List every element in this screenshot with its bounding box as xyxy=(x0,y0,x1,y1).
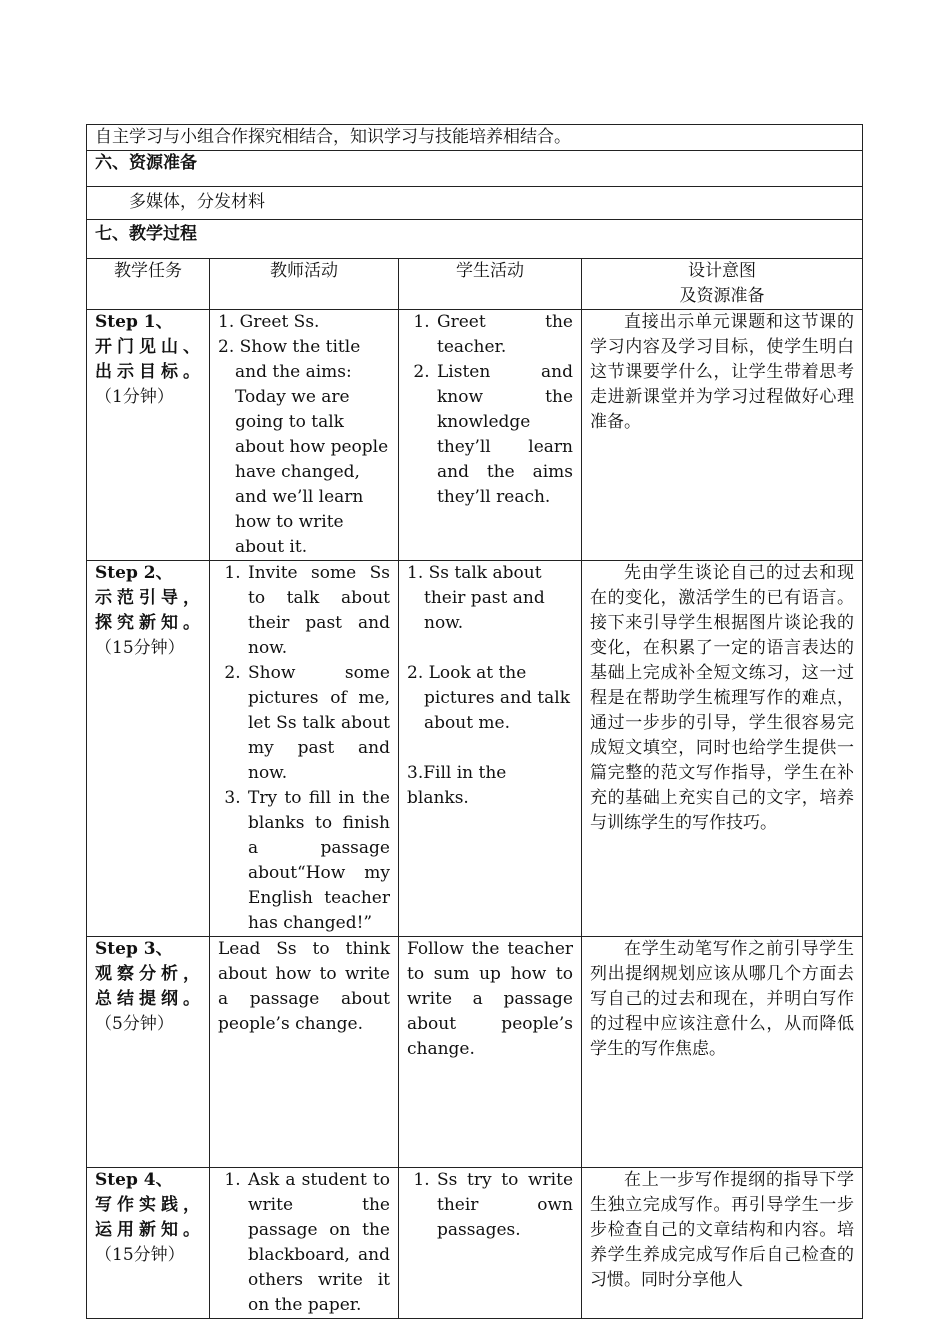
step-label: Step 2、 xyxy=(95,563,173,583)
student-activity: 1. Ss try to write their own passages. xyxy=(435,1168,573,1243)
step-task-cell xyxy=(87,310,210,561)
student-activity: 2. Listen and know the knowledge they’ll learn and the aims they’ll reach. xyxy=(435,360,573,510)
step-time: （1分钟） xyxy=(95,387,174,407)
step-row-2 xyxy=(87,561,863,937)
student-activity: 2. Look at the pictures and talk about me. xyxy=(407,663,571,733)
step-row-3 xyxy=(87,937,863,1168)
resources-row xyxy=(87,187,863,220)
step-teacher-cell: Lead Ss to think about how to write a passage about people’s change. xyxy=(210,937,399,1168)
step-name: 示范引导，探究新知。 xyxy=(95,588,201,633)
step-student-cell: Follow the teacher to sum up how to write a passage about people’s change. xyxy=(399,937,582,1168)
resources-text: 多媒体，分发材料 xyxy=(87,187,863,220)
student-activity: 3.Fill in the blanks. xyxy=(407,763,507,808)
teacher-activity: Today we are going to talk about how people have changed, and we’ll learn how to write about it. xyxy=(235,387,389,557)
step-row-1 xyxy=(87,310,863,561)
student-activity: 1. Ss talk about their past and now. xyxy=(407,563,545,633)
step-time: （15分钟） xyxy=(95,638,185,658)
header-design xyxy=(582,259,863,310)
header-teacher: 教师活动 xyxy=(210,259,399,310)
teacher-activity: 1. Invite some Ss to talk about their past and now. xyxy=(246,561,390,661)
step-task-cell xyxy=(87,937,210,1168)
teacher-activity-list xyxy=(218,561,390,936)
step-design-cell: 直接出示单元课题和这节课的学习内容及学习目标，使学生明白这节课要学什么，让学生带着思考走进新课堂并为学习过程做好心理准备。 xyxy=(582,310,863,561)
resources-heading: 六、资源准备 xyxy=(87,151,863,187)
step-design-cell: 先由学生谈论自己的过去和现在的变化，激活学生的已有语言。接下来引导学生根据图片谈论我的变化，在积累了一定的语言表达的基础上完成补全短文练习，这一过程是在帮助学生梳理写作的难点，通过一步步的引导，学生很容易完成短文填空，同时也给学生提供一篇完整的范文写作指导，学生在补充的基础上充实自己的文字，培养与训练学生的写作技巧。 xyxy=(582,561,863,937)
step-row-4 xyxy=(87,1168,863,1319)
lesson-plan-table xyxy=(86,124,863,1319)
student-activity: 1. Greet the teacher. xyxy=(435,310,573,360)
teacher-activity: 2. Show the title and the aims: xyxy=(218,337,361,382)
step-label: Step 1、 xyxy=(95,312,173,332)
column-header-row xyxy=(87,259,863,310)
step-time: （5分钟） xyxy=(95,1014,174,1034)
method-text: 自主学习与小组合作探究相结合，知识学习与技能培养相结合。 xyxy=(87,125,863,151)
header-task: 教学任务 xyxy=(87,259,210,310)
step-name: 开门见山、出示目标。 xyxy=(95,337,201,382)
step-design-cell: 在学生动笔写作之前引导学生列出提纲规划应该从哪几个方面去写自己的过去和现在，并明白写作的过程中应该注意什么，从而降低学生的写作焦虑。 xyxy=(582,937,863,1168)
method-row xyxy=(87,125,863,151)
step-time: （15分钟） xyxy=(95,1245,185,1265)
step-name: 写作实践，运用新知。 xyxy=(95,1195,201,1240)
teacher-activity: 3. Try to fill in the blanks to finish a passage about“How my English teacher has changed!” xyxy=(246,786,390,936)
step-task-cell xyxy=(87,561,210,937)
teacher-activity: 2. Show some pictures of me, let Ss talk about my past and now. xyxy=(246,661,390,786)
step-task-cell xyxy=(87,1168,210,1319)
header-design-line1: 设计意图 xyxy=(688,261,756,281)
header-student: 学生活动 xyxy=(399,259,582,310)
step-teacher-cell xyxy=(210,561,399,937)
process-heading-row xyxy=(87,220,863,259)
teacher-activity-list xyxy=(218,1168,390,1318)
header-design-line2: 及资源准备 xyxy=(679,286,765,306)
step-label: Step 4、 xyxy=(95,1170,173,1190)
step-teacher-cell xyxy=(210,310,399,561)
step-student-cell xyxy=(399,561,582,937)
student-activity-list xyxy=(407,310,573,510)
process-heading: 七、教学过程 xyxy=(87,220,863,259)
teacher-activity: 1. Ask a student to write the passage on the blackboard, and others write it on the paper. xyxy=(246,1168,390,1318)
teacher-activity: 1. Greet Ss. xyxy=(218,312,320,332)
resources-heading-row xyxy=(87,151,863,187)
step-teacher-cell xyxy=(210,1168,399,1319)
step-design-cell: 在上一步写作提纲的指导下学生独立完成写作。再引导学生一步步检查自己的文章结构和内容。培养学生养成完成写作后自己检查的习惯。同时分享他人 xyxy=(582,1168,863,1319)
step-label: Step 3、 xyxy=(95,939,173,959)
step-name: 观察分析，总结提纲。 xyxy=(95,964,201,1009)
step-student-cell xyxy=(399,310,582,561)
student-activity-list xyxy=(407,1168,573,1243)
step-student-cell xyxy=(399,1168,582,1319)
